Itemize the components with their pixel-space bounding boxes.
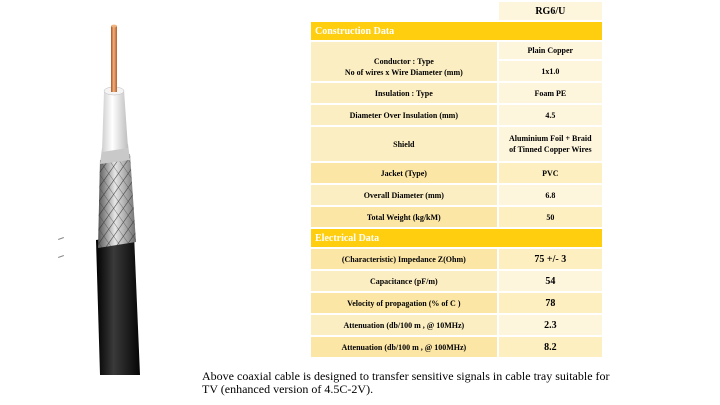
section-title: Electrical Data <box>311 229 602 247</box>
row-label: Diameter Over Insulation (mm) <box>311 105 497 125</box>
row-label: Capacitance (pF/m) <box>311 271 497 291</box>
row-value: 50 <box>499 207 602 227</box>
row-label: Total Weight (kg/kM) <box>311 207 497 227</box>
column-header: RG6/U <box>499 2 602 20</box>
row-label: Insulation : Type <box>311 83 497 103</box>
cable-jacket <box>96 234 140 375</box>
row-value: 2.3 <box>499 315 602 335</box>
row-value: 8.2 <box>499 337 602 357</box>
row-value: 54 <box>499 271 602 291</box>
row-value: 4.5 <box>499 105 602 125</box>
row-value: Plain Copper <box>499 42 602 59</box>
row-label: (Characteristic) Impedance Z(Ohm) <box>311 249 497 269</box>
row-label: Jacket (Type) <box>311 163 497 183</box>
row-label: Conductor : Type No of wires x Wire Diameter (mm) <box>311 42 497 81</box>
row-label: Attenuation (db/100 m , @ 10MHz) <box>311 315 497 335</box>
row-label: Attenuation (db/100 m , @ 100MHz) <box>311 337 497 357</box>
row-value: 75 +/- 3 <box>499 249 602 269</box>
row-value: 78 <box>499 293 602 313</box>
coaxial-cable-illustration <box>40 20 220 375</box>
row-value: PVC <box>499 163 602 183</box>
cable-insulation <box>102 90 128 152</box>
row-value: 6.8 <box>499 185 602 205</box>
row-label: Shield <box>311 127 497 161</box>
caption-text: Above coaxial cable is designed to transfer sensitive signals in cable tray suitable for TV (enhanced version of 4.5C-2V). <box>202 369 610 396</box>
row-label: Velocity of propagation (% of C ) <box>311 293 497 313</box>
cable-conductor <box>111 26 117 92</box>
row-value: Aluminium Foil + Braid of Tinned Copper Wires <box>499 127 602 161</box>
row-value: Foam PE <box>499 83 602 103</box>
row-value: 1x1.0 <box>499 61 602 81</box>
section-title: Construction Data <box>311 22 602 40</box>
header-blank <box>311 2 497 20</box>
row-label: Overall Diameter (mm) <box>311 185 497 205</box>
spec-table <box>309 0 604 359</box>
